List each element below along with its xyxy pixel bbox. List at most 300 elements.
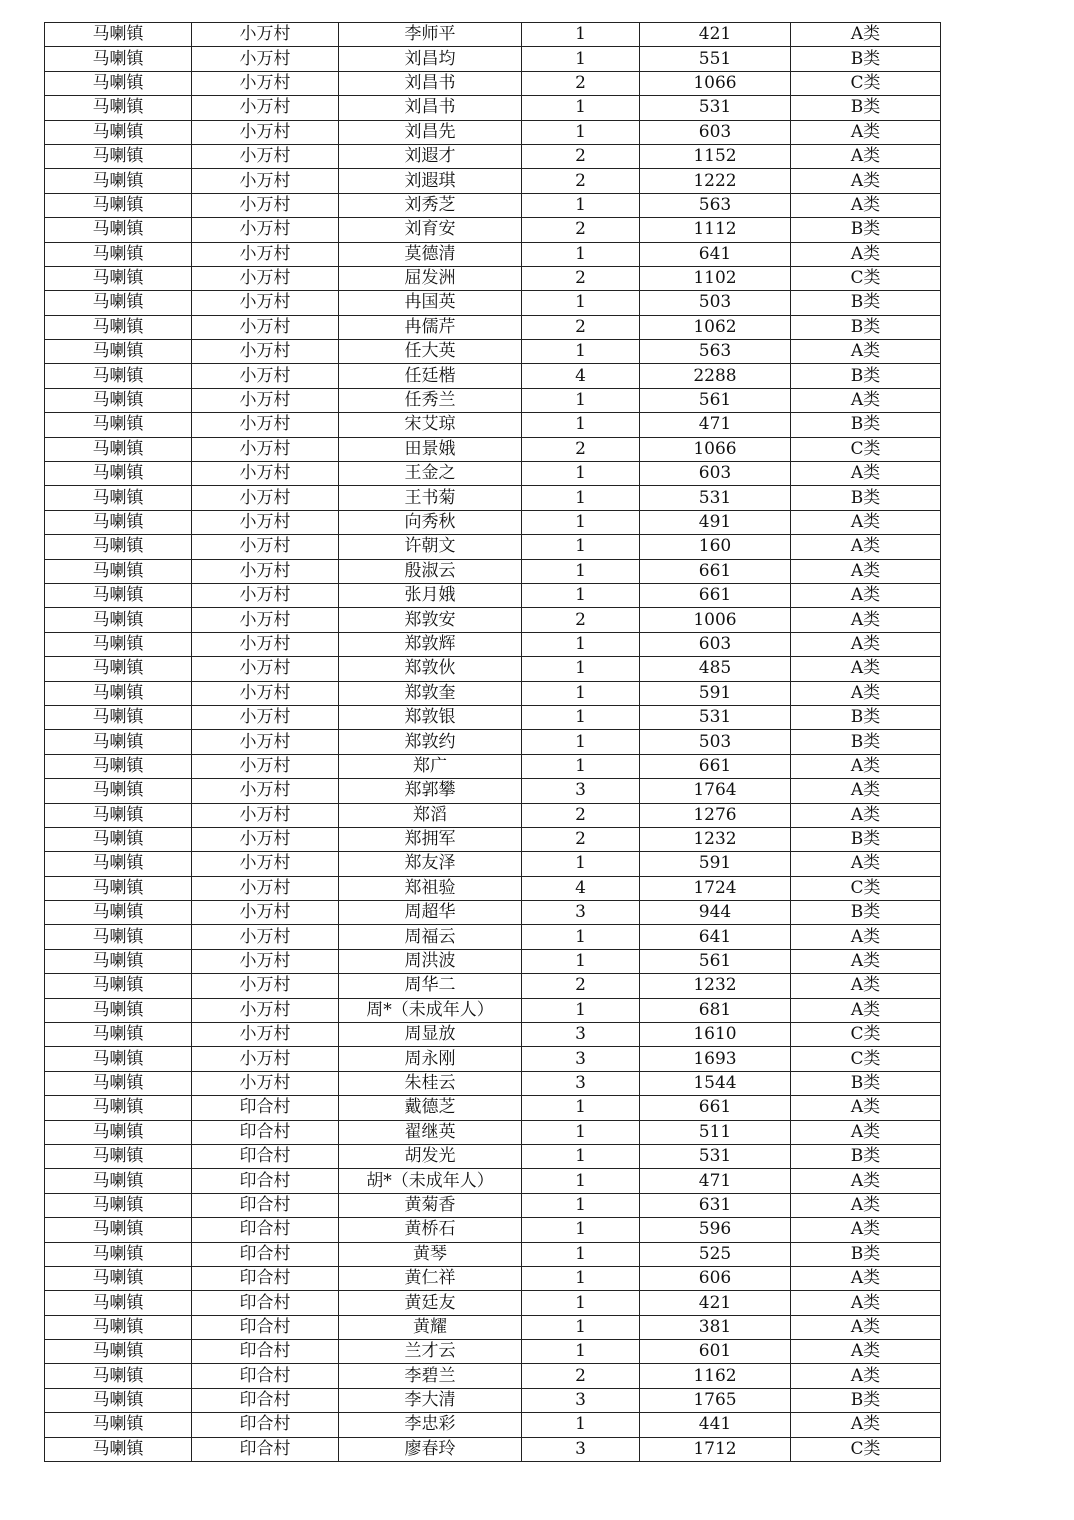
- amount-cell: 631: [640, 1193, 791, 1217]
- household-size-cell: 1: [522, 23, 640, 47]
- village-cell: 小万村: [192, 315, 339, 339]
- town-cell: 马喇镇: [45, 1169, 192, 1193]
- name-cell: 周华二: [339, 974, 522, 998]
- table-row: [45, 1413, 941, 1437]
- data-table: [44, 22, 941, 1462]
- table-row: [45, 730, 941, 754]
- name-cell: 翟继英: [339, 1120, 522, 1144]
- category-cell: A类: [791, 998, 941, 1022]
- amount-cell: 561: [640, 949, 791, 973]
- amount-cell: 1764: [640, 779, 791, 803]
- household-size-cell: 1: [522, 949, 640, 973]
- category-cell: A类: [791, 340, 941, 364]
- category-cell: B类: [791, 1144, 941, 1168]
- town-cell: 马喇镇: [45, 71, 192, 95]
- village-cell: 小万村: [192, 657, 339, 681]
- town-cell: 马喇镇: [45, 462, 192, 486]
- name-cell: 黄琴: [339, 1242, 522, 1266]
- village-cell: 小万村: [192, 852, 339, 876]
- household-size-cell: 1: [522, 462, 640, 486]
- amount-cell: 1066: [640, 71, 791, 95]
- household-size-cell: 1: [522, 1096, 640, 1120]
- table-row: [45, 242, 941, 266]
- category-cell: A类: [791, 559, 941, 583]
- village-cell: 小万村: [192, 925, 339, 949]
- table-row: [45, 71, 941, 95]
- household-size-cell: 1: [522, 1315, 640, 1339]
- table-row: [45, 803, 941, 827]
- town-cell: 马喇镇: [45, 1071, 192, 1095]
- table-row: [45, 535, 941, 559]
- table-row: [45, 1340, 941, 1364]
- amount-cell: 641: [640, 925, 791, 949]
- name-cell: 戴德芝: [339, 1096, 522, 1120]
- village-cell: 小万村: [192, 803, 339, 827]
- name-cell: 周永刚: [339, 1047, 522, 1071]
- name-cell: 宋艾琼: [339, 413, 522, 437]
- village-cell: 小万村: [192, 901, 339, 925]
- village-cell: 印合村: [192, 1169, 339, 1193]
- table-row: [45, 949, 941, 973]
- town-cell: 马喇镇: [45, 1388, 192, 1412]
- village-cell: 小万村: [192, 120, 339, 144]
- household-size-cell: 1: [522, 852, 640, 876]
- name-cell: 郑郭攀: [339, 779, 522, 803]
- town-cell: 马喇镇: [45, 96, 192, 120]
- amount-cell: 160: [640, 535, 791, 559]
- category-cell: C类: [791, 266, 941, 290]
- category-cell: A类: [791, 462, 941, 486]
- amount-cell: 1712: [640, 1437, 791, 1461]
- household-size-cell: 1: [522, 340, 640, 364]
- town-cell: 马喇镇: [45, 876, 192, 900]
- household-size-cell: 1: [522, 535, 640, 559]
- category-cell: A类: [791, 1120, 941, 1144]
- village-cell: 小万村: [192, 559, 339, 583]
- table-row: [45, 437, 941, 461]
- name-cell: 刘昌书: [339, 96, 522, 120]
- village-cell: 小万村: [192, 730, 339, 754]
- category-cell: A类: [791, 779, 941, 803]
- name-cell: 任秀兰: [339, 388, 522, 412]
- table-row: [45, 1315, 941, 1339]
- amount-cell: 596: [640, 1218, 791, 1242]
- village-cell: 小万村: [192, 949, 339, 973]
- town-cell: 马喇镇: [45, 949, 192, 973]
- village-cell: 印合村: [192, 1120, 339, 1144]
- household-size-cell: 2: [522, 169, 640, 193]
- amount-cell: 2288: [640, 364, 791, 388]
- name-cell: 李大清: [339, 1388, 522, 1412]
- village-cell: 小万村: [192, 1047, 339, 1071]
- household-size-cell: 3: [522, 1023, 640, 1047]
- household-size-cell: 1: [522, 730, 640, 754]
- household-size-cell: 3: [522, 1047, 640, 1071]
- table-row: [45, 388, 941, 412]
- name-cell: 黄仁祥: [339, 1266, 522, 1290]
- table-row: [45, 364, 941, 388]
- table-row: [45, 925, 941, 949]
- table-row: [45, 705, 941, 729]
- town-cell: 马喇镇: [45, 1193, 192, 1217]
- village-cell: 印合村: [192, 1340, 339, 1364]
- table-row: [45, 1291, 941, 1315]
- village-cell: 印合村: [192, 1193, 339, 1217]
- town-cell: 马喇镇: [45, 730, 192, 754]
- town-cell: 马喇镇: [45, 364, 192, 388]
- table-row: [45, 486, 941, 510]
- name-cell: 朱桂云: [339, 1071, 522, 1095]
- amount-cell: 1102: [640, 266, 791, 290]
- amount-cell: 603: [640, 462, 791, 486]
- village-cell: 印合村: [192, 1315, 339, 1339]
- category-cell: A类: [791, 1413, 941, 1437]
- table-row: [45, 218, 941, 242]
- household-size-cell: 1: [522, 754, 640, 778]
- amount-cell: 471: [640, 1169, 791, 1193]
- amount-cell: 525: [640, 1242, 791, 1266]
- name-cell: 李碧兰: [339, 1364, 522, 1388]
- table-row: [45, 974, 941, 998]
- category-cell: A类: [791, 852, 941, 876]
- name-cell: 黄桥石: [339, 1218, 522, 1242]
- category-cell: A类: [791, 388, 941, 412]
- name-cell: 黄耀: [339, 1315, 522, 1339]
- amount-cell: 491: [640, 510, 791, 534]
- town-cell: 马喇镇: [45, 681, 192, 705]
- table-row: [45, 1096, 941, 1120]
- amount-cell: 503: [640, 730, 791, 754]
- name-cell: 张月娥: [339, 583, 522, 607]
- amount-cell: 503: [640, 291, 791, 315]
- name-cell: 黄廷友: [339, 1291, 522, 1315]
- table-row: [45, 608, 941, 632]
- name-cell: 任大英: [339, 340, 522, 364]
- household-size-cell: 1: [522, 413, 640, 437]
- table-row: [45, 1023, 941, 1047]
- table-row: [45, 1218, 941, 1242]
- household-size-cell: 1: [522, 681, 640, 705]
- town-cell: 马喇镇: [45, 193, 192, 217]
- amount-cell: 561: [640, 388, 791, 412]
- amount-cell: 531: [640, 705, 791, 729]
- name-cell: 郑敦安: [339, 608, 522, 632]
- household-size-cell: 1: [522, 998, 640, 1022]
- category-cell: A类: [791, 1096, 941, 1120]
- town-cell: 马喇镇: [45, 291, 192, 315]
- table-row: [45, 1193, 941, 1217]
- town-cell: 马喇镇: [45, 998, 192, 1022]
- name-cell: 王金之: [339, 462, 522, 486]
- category-cell: A类: [791, 169, 941, 193]
- name-cell: 郑滔: [339, 803, 522, 827]
- category-cell: A类: [791, 803, 941, 827]
- household-size-cell: 1: [522, 583, 640, 607]
- name-cell: 胡发光: [339, 1144, 522, 1168]
- name-cell: 郑祖验: [339, 876, 522, 900]
- name-cell: 胡*（未成年人）: [339, 1169, 522, 1193]
- town-cell: 马喇镇: [45, 218, 192, 242]
- amount-cell: 381: [640, 1315, 791, 1339]
- category-cell: A类: [791, 510, 941, 534]
- household-size-cell: 4: [522, 364, 640, 388]
- amount-cell: 531: [640, 96, 791, 120]
- town-cell: 马喇镇: [45, 1242, 192, 1266]
- household-size-cell: 1: [522, 632, 640, 656]
- village-cell: 小万村: [192, 242, 339, 266]
- village-cell: 印合村: [192, 1266, 339, 1290]
- category-cell: B类: [791, 47, 941, 71]
- amount-cell: 563: [640, 193, 791, 217]
- amount-cell: 681: [640, 998, 791, 1022]
- town-cell: 马喇镇: [45, 827, 192, 851]
- household-size-cell: 1: [522, 1218, 640, 1242]
- table-row: [45, 1242, 941, 1266]
- household-size-cell: 2: [522, 803, 640, 827]
- village-cell: 小万村: [192, 266, 339, 290]
- village-cell: 印合村: [192, 1096, 339, 1120]
- household-size-cell: 2: [522, 974, 640, 998]
- amount-cell: 591: [640, 852, 791, 876]
- category-cell: A类: [791, 1218, 941, 1242]
- name-cell: 刘育安: [339, 218, 522, 242]
- table-row: [45, 315, 941, 339]
- household-size-cell: 2: [522, 71, 640, 95]
- name-cell: 郑敦约: [339, 730, 522, 754]
- category-cell: A类: [791, 1266, 941, 1290]
- village-cell: 印合村: [192, 1437, 339, 1461]
- town-cell: 马喇镇: [45, 23, 192, 47]
- town-cell: 马喇镇: [45, 47, 192, 71]
- household-size-cell: 1: [522, 291, 640, 315]
- table-row: [45, 1047, 941, 1071]
- amount-cell: 603: [640, 632, 791, 656]
- town-cell: 马喇镇: [45, 340, 192, 364]
- amount-cell: 944: [640, 901, 791, 925]
- category-cell: B类: [791, 315, 941, 339]
- table-row: [45, 96, 941, 120]
- category-cell: A类: [791, 1315, 941, 1339]
- category-cell: A类: [791, 193, 941, 217]
- table-row: [45, 193, 941, 217]
- name-cell: 刘昌均: [339, 47, 522, 71]
- household-size-cell: 2: [522, 608, 640, 632]
- village-cell: 小万村: [192, 827, 339, 851]
- category-cell: B类: [791, 413, 941, 437]
- town-cell: 马喇镇: [45, 413, 192, 437]
- amount-cell: 563: [640, 340, 791, 364]
- village-cell: 小万村: [192, 47, 339, 71]
- household-size-cell: 2: [522, 315, 640, 339]
- household-size-cell: 4: [522, 876, 640, 900]
- table-row: [45, 169, 941, 193]
- town-cell: 马喇镇: [45, 144, 192, 168]
- village-cell: 小万村: [192, 535, 339, 559]
- town-cell: 马喇镇: [45, 1266, 192, 1290]
- household-size-cell: 2: [522, 437, 640, 461]
- name-cell: 郑敦银: [339, 705, 522, 729]
- household-size-cell: 1: [522, 1193, 640, 1217]
- name-cell: 李师平: [339, 23, 522, 47]
- category-cell: B类: [791, 364, 941, 388]
- town-cell: 马喇镇: [45, 1291, 192, 1315]
- amount-cell: 641: [640, 242, 791, 266]
- village-cell: 小万村: [192, 876, 339, 900]
- town-cell: 马喇镇: [45, 486, 192, 510]
- town-cell: 马喇镇: [45, 1340, 192, 1364]
- category-cell: A类: [791, 608, 941, 632]
- amount-cell: 661: [640, 559, 791, 583]
- table-row: [45, 47, 941, 71]
- category-cell: A类: [791, 632, 941, 656]
- amount-cell: 591: [640, 681, 791, 705]
- category-cell: B类: [791, 901, 941, 925]
- name-cell: 周洪波: [339, 949, 522, 973]
- amount-cell: 1112: [640, 218, 791, 242]
- household-size-cell: 1: [522, 1413, 640, 1437]
- town-cell: 马喇镇: [45, 705, 192, 729]
- village-cell: 小万村: [192, 218, 339, 242]
- village-cell: 小万村: [192, 754, 339, 778]
- name-cell: 任廷楷: [339, 364, 522, 388]
- table-row: [45, 779, 941, 803]
- amount-cell: 1276: [640, 803, 791, 827]
- amount-cell: 1610: [640, 1023, 791, 1047]
- town-cell: 马喇镇: [45, 266, 192, 290]
- village-cell: 印合村: [192, 1242, 339, 1266]
- category-cell: C类: [791, 437, 941, 461]
- village-cell: 小万村: [192, 998, 339, 1022]
- town-cell: 马喇镇: [45, 1364, 192, 1388]
- table-row: [45, 1169, 941, 1193]
- household-size-cell: 3: [522, 779, 640, 803]
- name-cell: 周超华: [339, 901, 522, 925]
- amount-cell: 1232: [640, 827, 791, 851]
- amount-cell: 1222: [640, 169, 791, 193]
- table-row: [45, 559, 941, 583]
- category-cell: A类: [791, 657, 941, 681]
- amount-cell: 661: [640, 583, 791, 607]
- table-row: [45, 852, 941, 876]
- village-cell: 小万村: [192, 71, 339, 95]
- town-cell: 马喇镇: [45, 437, 192, 461]
- category-cell: A类: [791, 242, 941, 266]
- household-size-cell: 1: [522, 1340, 640, 1364]
- village-cell: 小万村: [192, 486, 339, 510]
- village-cell: 小万村: [192, 144, 339, 168]
- table-row: [45, 1266, 941, 1290]
- name-cell: 郑拥军: [339, 827, 522, 851]
- town-cell: 马喇镇: [45, 1218, 192, 1242]
- name-cell: 冉国英: [339, 291, 522, 315]
- category-cell: B类: [791, 1242, 941, 1266]
- village-cell: 小万村: [192, 1071, 339, 1095]
- household-size-cell: 1: [522, 242, 640, 266]
- table-row: [45, 1437, 941, 1461]
- name-cell: 殷淑云: [339, 559, 522, 583]
- town-cell: 马喇镇: [45, 657, 192, 681]
- town-cell: 马喇镇: [45, 1120, 192, 1144]
- table-row: [45, 510, 941, 534]
- village-cell: 小万村: [192, 1023, 339, 1047]
- amount-cell: 1066: [640, 437, 791, 461]
- village-cell: 小万村: [192, 632, 339, 656]
- category-cell: B类: [791, 218, 941, 242]
- household-size-cell: 1: [522, 1169, 640, 1193]
- household-size-cell: 1: [522, 1120, 640, 1144]
- village-cell: 小万村: [192, 583, 339, 607]
- name-cell: 李忠彩: [339, 1413, 522, 1437]
- town-cell: 马喇镇: [45, 974, 192, 998]
- amount-cell: 661: [640, 754, 791, 778]
- town-cell: 马喇镇: [45, 388, 192, 412]
- amount-cell: 1062: [640, 315, 791, 339]
- table-row: [45, 413, 941, 437]
- household-size-cell: 1: [522, 193, 640, 217]
- amount-cell: 1765: [640, 1388, 791, 1412]
- table-row: [45, 583, 941, 607]
- name-cell: 莫德清: [339, 242, 522, 266]
- amount-cell: 1152: [640, 144, 791, 168]
- table-row: [45, 1120, 941, 1144]
- name-cell: 刘昌先: [339, 120, 522, 144]
- table-row: [45, 340, 941, 364]
- household-size-cell: 3: [522, 1071, 640, 1095]
- village-cell: 小万村: [192, 462, 339, 486]
- category-cell: C类: [791, 1047, 941, 1071]
- town-cell: 马喇镇: [45, 242, 192, 266]
- category-cell: B类: [791, 486, 941, 510]
- household-size-cell: 2: [522, 266, 640, 290]
- town-cell: 马喇镇: [45, 754, 192, 778]
- name-cell: 刘秀芝: [339, 193, 522, 217]
- table-row: [45, 901, 941, 925]
- village-cell: 小万村: [192, 779, 339, 803]
- name-cell: 向秀秋: [339, 510, 522, 534]
- category-cell: A类: [791, 23, 941, 47]
- table-row: [45, 657, 941, 681]
- village-cell: 小万村: [192, 608, 339, 632]
- name-cell: 田景娥: [339, 437, 522, 461]
- household-size-cell: 3: [522, 901, 640, 925]
- category-cell: C类: [791, 1437, 941, 1461]
- town-cell: 马喇镇: [45, 803, 192, 827]
- amount-cell: 1544: [640, 1071, 791, 1095]
- category-cell: B类: [791, 827, 941, 851]
- town-cell: 马喇镇: [45, 1096, 192, 1120]
- name-cell: 刘遐才: [339, 144, 522, 168]
- village-cell: 小万村: [192, 437, 339, 461]
- category-cell: A类: [791, 1340, 941, 1364]
- name-cell: 许朝文: [339, 535, 522, 559]
- household-size-cell: 1: [522, 47, 640, 71]
- household-size-cell: 1: [522, 510, 640, 534]
- household-size-cell: 1: [522, 925, 640, 949]
- town-cell: 马喇镇: [45, 120, 192, 144]
- town-cell: 马喇镇: [45, 1413, 192, 1437]
- village-cell: 小万村: [192, 388, 339, 412]
- table-body: [45, 23, 941, 1462]
- household-size-cell: 3: [522, 1437, 640, 1461]
- category-cell: A类: [791, 583, 941, 607]
- amount-cell: 531: [640, 486, 791, 510]
- name-cell: 刘昌书: [339, 71, 522, 95]
- table-row: [45, 998, 941, 1022]
- amount-cell: 511: [640, 1120, 791, 1144]
- category-cell: C类: [791, 71, 941, 95]
- town-cell: 马喇镇: [45, 583, 192, 607]
- category-cell: A类: [791, 1193, 941, 1217]
